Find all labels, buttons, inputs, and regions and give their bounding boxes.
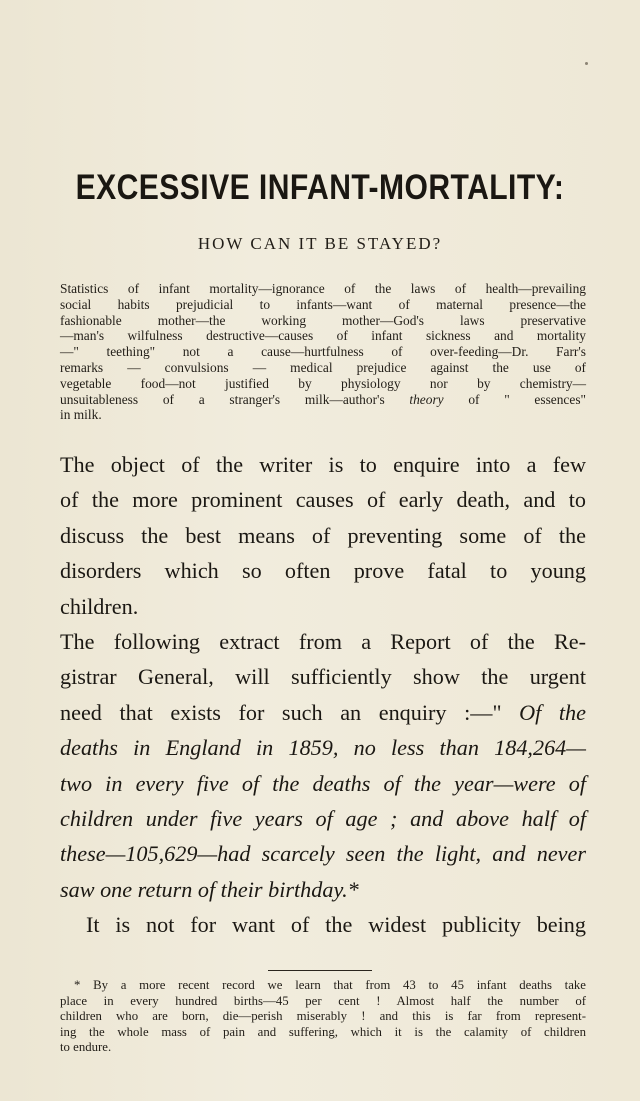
synopsis-line: —man's wilfulness destructive—causes of infant sickness and mortality	[60, 328, 586, 344]
synopsis-line: vegetable food—not justified by physiology nor by chemistry—	[60, 375, 586, 391]
footnote-line: place in every hundred births—45 per cent ! Almost half the number of	[60, 993, 586, 1008]
body-line: children.	[60, 593, 139, 619]
body-text	[60, 447, 586, 943]
synopsis-italic: theory	[409, 391, 444, 407]
body-line: disorders which so often prove fatal to young	[60, 558, 586, 584]
synopsis-line: in milk.	[60, 407, 102, 423]
footnote-line: to endure.	[60, 1040, 112, 1055]
quote-line: two in every five of the deaths of the year—were of	[60, 770, 586, 796]
footnote	[60, 978, 586, 1056]
quote-line: saw one return of their birthday.*	[60, 876, 359, 902]
quote-italic: Of the	[519, 699, 586, 725]
synopsis-line-with-italic	[60, 392, 586, 408]
chapter-synopsis	[60, 281, 586, 423]
footnote-rule	[268, 970, 372, 971]
body-text-span: need that exists for such an enquiry :—"	[60, 699, 520, 725]
synopsis-line: social habits prejudicial to infants—want of maternal presence—the	[60, 296, 586, 312]
synopsis-text: unsuitableness of a stranger's milk—author's	[60, 391, 410, 407]
body-line: gistrar General, will sufficiently show the urgent	[60, 664, 586, 690]
quote-line: these—105,629—had scarcely seen the light, and never	[60, 841, 586, 867]
synopsis-text: of " essences"	[443, 391, 586, 407]
synopsis-line: remarks — convulsions — medical prejudice against the use of	[60, 359, 586, 375]
synopsis-line: fashionable mother—the working mother—God's laws preservative	[60, 312, 586, 328]
footnote-line: ing the whole mass of pain and suffering, which it is the calamity of children	[60, 1024, 586, 1039]
body-line: of the more prominent causes of early death, and to	[60, 487, 586, 513]
body-line: The following extract from a Report of the Re-	[60, 629, 586, 655]
body-line: The object of the writer is to enquire into a few	[60, 452, 586, 477]
chapter-title: EXCESSIVE INFANT-MORTALITY:	[75, 168, 565, 207]
synopsis-line: Statistics of infant mortality—ignorance of the laws of health—prevailing	[60, 281, 586, 296]
chapter-subtitle: HOW CAN IT BE STAYED?	[197, 234, 443, 253]
body-line-with-italic	[60, 695, 586, 730]
body-line: It is not for want of the widest publicity being	[86, 912, 586, 938]
body-line: discuss the best means of preventing some of the	[60, 522, 586, 548]
synopsis-line: —" teething" not a cause—hurtfulness of over-feeding—Dr. Farr's	[60, 344, 586, 360]
quote-line: children under five years of age ; and above half of	[60, 806, 586, 832]
page-speck	[585, 62, 588, 65]
footnote-line: children who are born, die—perish miserably ! and this is far from represent-	[60, 1009, 586, 1024]
quote-line: deaths in England in 1859, no less than 184,264—	[60, 735, 586, 761]
footnote-line: * By a more recent record we learn that from 43 to 45 infant deaths take	[74, 978, 586, 992]
